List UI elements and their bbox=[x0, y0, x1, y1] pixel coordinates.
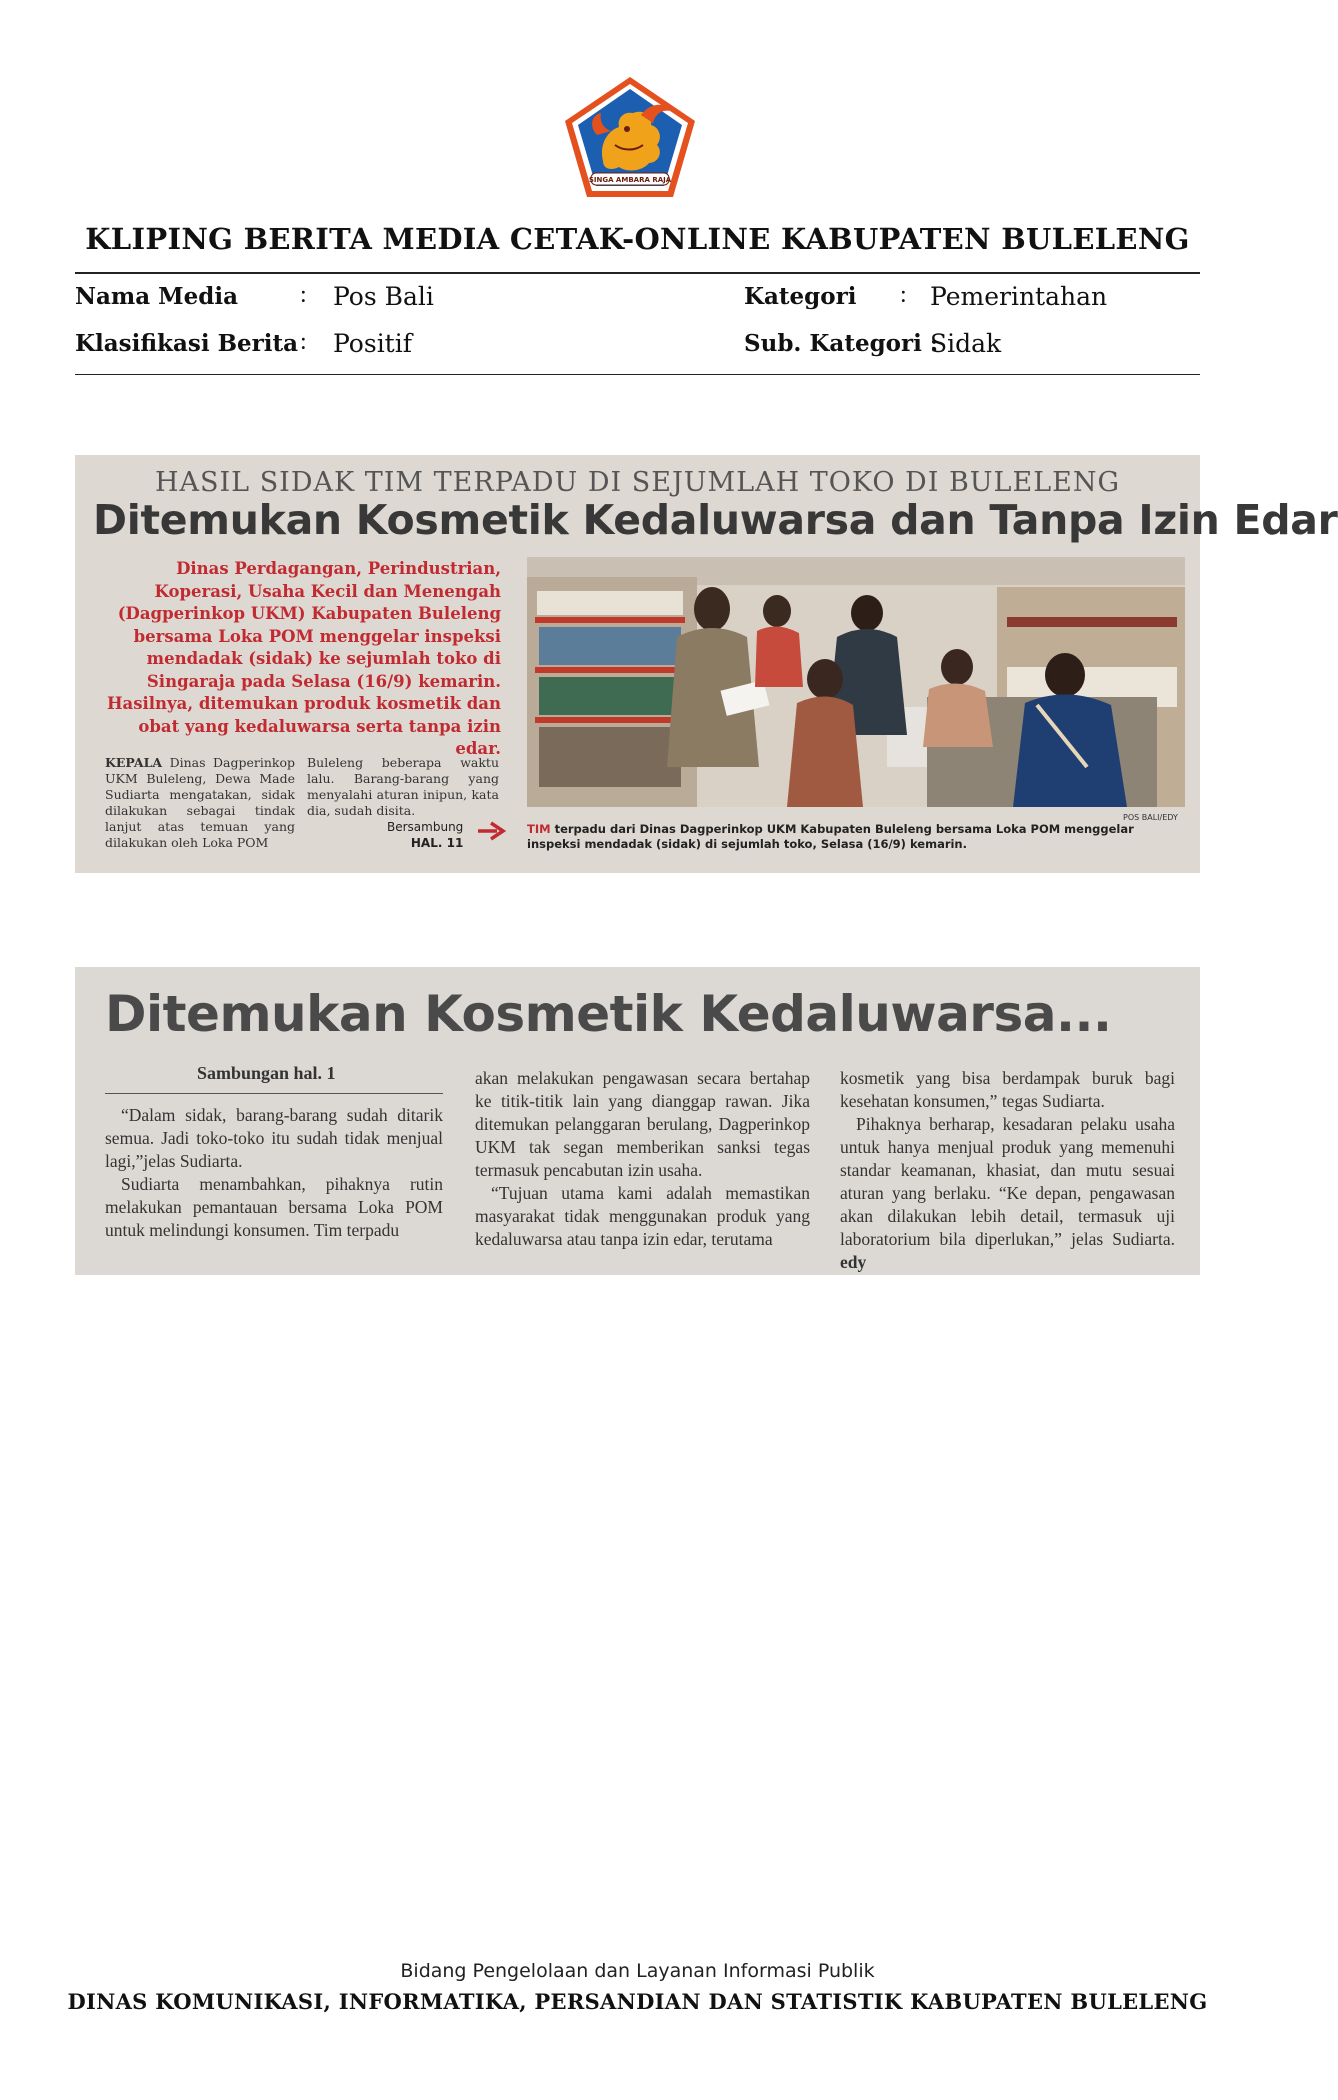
footer-department: Bidang Pengelolaan dan Layanan Informasi Publik bbox=[400, 1960, 875, 1982]
klasifikasi-value: Positif bbox=[333, 329, 412, 358]
continuation-subheading-rule bbox=[105, 1093, 443, 1094]
continuation-col1 bbox=[105, 1104, 443, 1242]
photo-caption-lead: TIM bbox=[527, 822, 551, 836]
col2-paragraph-1: akan melakukan pengawasan secara bertahap ke titik-titik lain yang dianggap rawan. Jika ditemukan pelanggaran berulang, Dagperinkop UKM tak segan memberikan sanksi tegas termasuk pencabutan izin usaha. bbox=[475, 1068, 810, 1180]
col1-paragraph-1: “Dalam sidak, barang-barang sudah ditarik semua. Jadi toko-toko itu sudah tidak menjual lagi,”jelas Sudiarta. bbox=[105, 1105, 443, 1171]
continued-page: HAL. 11 bbox=[410, 836, 464, 850]
col3-paragraph-1: kosmetik yang bisa berdampak buruk bagi kesehatan konsumen,” tegas Sudiarta. bbox=[840, 1068, 1175, 1111]
photo-caption bbox=[527, 822, 1187, 852]
continued-arrow-icon bbox=[477, 821, 505, 841]
header-rule-top bbox=[75, 272, 1200, 274]
photo-caption-text: terpadu dari Dinas Dagperinkop UKM Kabupaten Buleleng bersama Loka POM menggelar inspeksi mendadak (sidak) di sejumlah toko, Selasa (16/9) kemarin. bbox=[527, 822, 1134, 851]
kategori-label: Kategori bbox=[744, 283, 857, 310]
continued-note bbox=[387, 819, 463, 851]
page-title: KLIPING BERITA MEDIA CETAK-ONLINE KABUPATEN BULELENG bbox=[85, 222, 1190, 256]
col3-paragraph-2 bbox=[840, 1113, 1175, 1274]
logo-motto: SINGA AMBARA RAJA bbox=[588, 176, 672, 184]
continuation-headline: Ditemukan Kosmetik Kedaluwarsa... bbox=[105, 985, 1112, 1043]
col2-paragraph-2: “Tujuan utama kami adalah memastikan masyarakat tidak menggunakan produk yang kedaluwarsa atau tanpa izin edar, terutama bbox=[475, 1183, 810, 1249]
clipping-body-dropword: KEPALA bbox=[105, 755, 163, 770]
footer-agency: DINAS KOMUNIKASI, INFORMATIKA, PERSANDIAN DAN STATISTIK KABUPATEN BULELENG bbox=[67, 1989, 1208, 2014]
klasifikasi-colon: : bbox=[300, 329, 307, 355]
subkategori-value: Sidak bbox=[930, 329, 1002, 358]
col3-paragraph-2-text: Pihaknya berharap, kesadaran pelaku usaha untuk hanya menjual produk yang memenuhi standar keamanan, khasiat, dan mutu sesuai aturan yang berlaku. “Ke depan, pengawasan akan dilakukan lebih detail, termasuk uji laboratorium bila diperlukan,” jelas Sudiarta. bbox=[840, 1114, 1175, 1249]
media-label: Nama Media bbox=[75, 283, 238, 310]
author-signature: edy bbox=[840, 1252, 867, 1272]
clipping-headline: Ditemukan Kosmetik Kedaluwarsa dan Tanpa Izin Edar bbox=[93, 496, 1338, 544]
continuation-col2 bbox=[475, 1067, 810, 1251]
news-clipping-front bbox=[75, 455, 1338, 873]
kategori-colon: : bbox=[900, 282, 907, 308]
news-clipping-continuation bbox=[75, 967, 1200, 1275]
photo-credit: POS BALI/EDY bbox=[1123, 813, 1178, 822]
continuation-col3 bbox=[840, 1067, 1175, 1274]
klasifikasi-label: Klasifikasi Berita bbox=[75, 330, 299, 357]
subkategori-label: Sub. Kategori : bbox=[744, 330, 939, 357]
kategori-value: Pemerintahan bbox=[930, 282, 1108, 311]
col1-paragraph-2: Sudiarta menambahkan, pihaknya rutin melakukan pemantauan bersama Loka POM untuk melindungi konsumen. Tim terpadu bbox=[105, 1174, 443, 1240]
media-colon: : bbox=[300, 282, 307, 308]
clipping-lead: Dinas Perdagangan, Perindustrian, Koperasi, Usaha Kecil dan Menengah (Dagperinkop UKM) Kabupaten Buleleng bersama Loka POM menggelar inspeksi mendadak (sidak) ke sejumlah toko di Singaraja pada Selasa (16/9) kemarin. Hasilnya, ditemukan produk kosmetik dan obat yang kedaluwarsa serta tanpa izin edar. bbox=[106, 559, 501, 758]
continuation-subheading: Sambungan hal. 1 bbox=[197, 1063, 336, 1083]
clipping-kicker: HASIL SIDAK TIM TERPADU DI SEJUMLAH TOKO DI BULELENG bbox=[154, 467, 1121, 498]
singa-ambara-raja-emblem-icon bbox=[563, 75, 697, 199]
header-rule-bottom bbox=[75, 374, 1200, 375]
clipping-body-col2: Buleleng beberapa waktu lalu. Barang-barang yang menyalahi aturan inipun, kata dia, sudah disita. bbox=[307, 755, 499, 818]
continued-label: Bersambung bbox=[387, 820, 464, 834]
media-value: Pos Bali bbox=[333, 282, 434, 311]
inspection-photo bbox=[527, 557, 1185, 807]
clipping-body-col1 bbox=[105, 755, 295, 851]
clipping-body-col1-text: Dinas Dagperinkop UKM Buleleng, Dewa Made Sudiarta mengatakan, sidak dilakukan sebagai tindak lanjut atas temuan yang dilakukan oleh Loka POM bbox=[105, 755, 295, 850]
